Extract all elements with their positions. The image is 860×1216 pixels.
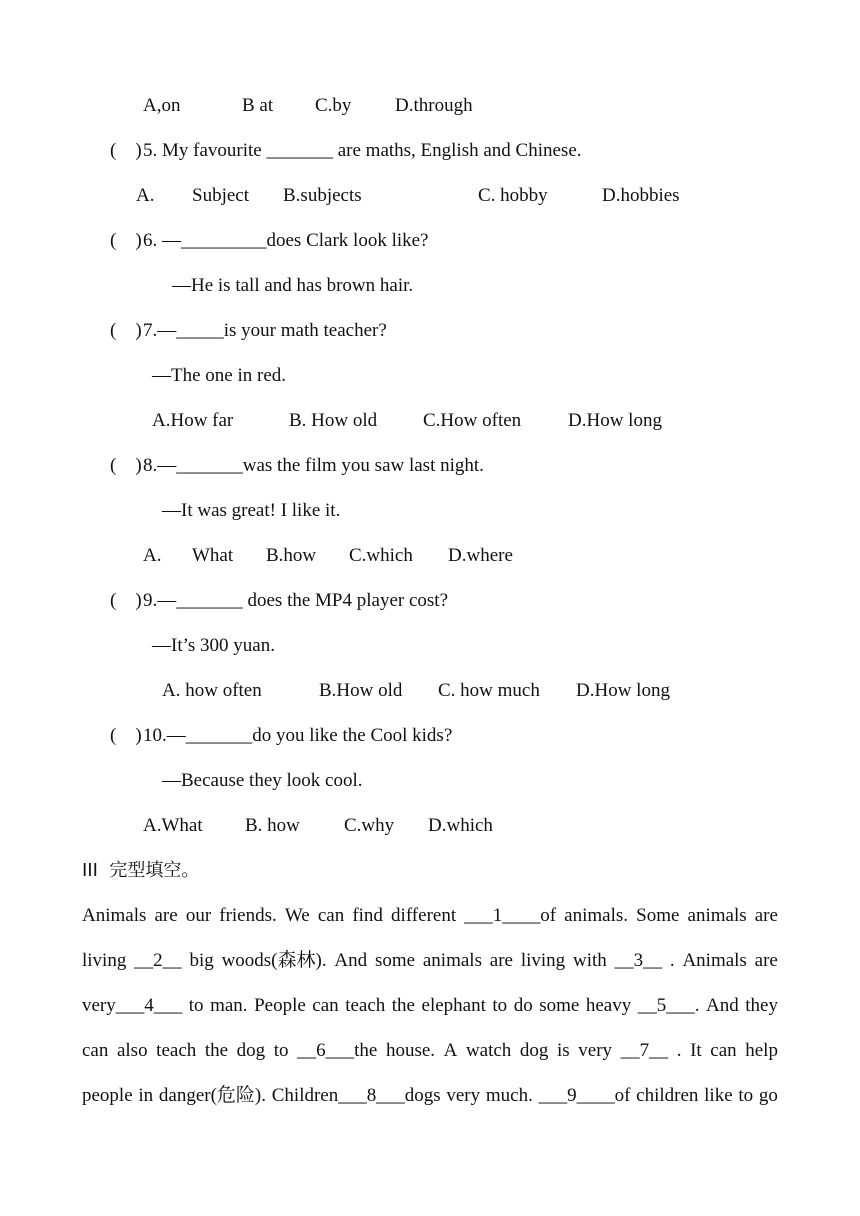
q10-option-a: A.What [143, 815, 203, 836]
q7-option-a: A.How far [152, 410, 234, 431]
passage-word: A [443, 1040, 458, 1061]
q10-question: 10.—_______do you like the Cool kids? [143, 725, 453, 746]
q9-reply: —It’s 300 yuan. [152, 635, 275, 656]
q8-reply: —It was great! I like it. [162, 500, 341, 521]
q8-answer-blank[interactable]: ( ) [110, 455, 142, 476]
passage-word: are [489, 950, 513, 971]
passage-word: some [374, 950, 416, 971]
q9-option-c: C. how much [438, 680, 540, 701]
passage-word: teach [156, 1040, 197, 1061]
q7-reply: —The one in red. [152, 365, 287, 386]
passage-word: find [352, 905, 383, 926]
passage-word: We [284, 905, 310, 926]
passage-word: living [82, 950, 127, 971]
q9-answer-blank[interactable]: ( ) [110, 590, 142, 611]
q8-option-a: A. [143, 545, 162, 566]
passage-word: go [758, 1085, 778, 1106]
q4-option-d: D.through [395, 95, 473, 116]
passage-word: And [334, 950, 368, 971]
passage-word: are [754, 905, 778, 926]
passage-word[interactable]: __3__ [614, 950, 663, 971]
q5-option-c: C. hobby [478, 185, 548, 206]
passage-word: our [185, 905, 212, 926]
passage-word[interactable]: __5___. [637, 995, 700, 1016]
passage-word: can [710, 1040, 737, 1061]
passage-word: to [273, 1040, 289, 1061]
passage-line-1 [82, 904, 778, 928]
q5-option-b: B.subjects [283, 185, 362, 206]
q9-question: 9.—_______ does the MP4 player cost? [143, 590, 449, 611]
passage-word: much. [485, 1085, 533, 1106]
q7-answer-blank[interactable]: ( ) [110, 320, 142, 341]
passage-word: the [204, 1040, 229, 1061]
passage-word: dog [519, 1040, 549, 1061]
q10-option-c: C.why [344, 815, 395, 836]
passage-word: like [704, 1085, 733, 1106]
passage-word[interactable]: Children___8___dogs [271, 1085, 441, 1106]
passage-line-2 [82, 949, 778, 973]
q5-option-a-text: Subject [192, 185, 249, 206]
passage-word: big [189, 950, 214, 971]
passage-word: also [116, 1040, 148, 1061]
passage-word: different [391, 905, 457, 926]
passage-word: heavy [585, 995, 632, 1016]
passage-word: some [539, 995, 580, 1016]
passage-word: help [745, 1040, 778, 1061]
q5-question: 5. My favourite _______ are maths, English and Chinese. [143, 140, 582, 161]
passage-word: is [557, 1040, 570, 1061]
q7-option-b: B. How old [289, 410, 378, 431]
q5-option-a: A. [136, 185, 155, 206]
passage-word: Animals [82, 905, 147, 926]
passage-word: friends. [219, 905, 277, 926]
q7-option-c: C.How often [423, 410, 522, 431]
passage-word: house. [385, 1040, 436, 1061]
passage-word[interactable]: ___9____of [538, 1085, 631, 1106]
passage-word: watch [465, 1040, 512, 1061]
q8-option-a-text: What [192, 545, 234, 566]
passage-word: children [636, 1085, 699, 1106]
passage-word: And [705, 995, 739, 1016]
passage-word: do [513, 995, 533, 1016]
passage-word[interactable]: __2__ [134, 950, 182, 971]
q5-option-d: D.hobbies [602, 185, 680, 206]
q5-answer-blank[interactable]: ( ) [110, 140, 142, 161]
passage-line-4 [82, 1039, 778, 1063]
passage-word: can [317, 905, 345, 926]
passage-word: can [312, 995, 339, 1016]
q7-question: 7.—_____is your math teacher? [143, 320, 387, 341]
passage-word: very [446, 1085, 481, 1106]
q4-option-a: A,on [143, 95, 181, 116]
q4-option-b: B at [242, 95, 274, 116]
passage-word: are [754, 950, 778, 971]
passage-word[interactable]: ___1____of [464, 905, 557, 926]
passage-word: can [82, 1040, 109, 1061]
passage-line-3 [82, 994, 778, 1018]
passage-word: are [154, 905, 178, 926]
passage-word: It [690, 1040, 702, 1061]
passage-word: very [578, 1040, 613, 1061]
passage-word: they [745, 995, 778, 1016]
q6-reply: —He is tall and has brown hair. [172, 275, 414, 296]
passage-word: Some [636, 905, 680, 926]
q10-option-d: D.which [428, 815, 493, 836]
q8-option-d: D.where [448, 545, 513, 566]
passage-word: people [82, 1085, 133, 1106]
q6-answer-blank[interactable]: ( ) [110, 230, 142, 251]
q6-question: 6. —_________does Clark look like? [143, 230, 429, 251]
passage-word[interactable]: __6___the [297, 1040, 378, 1061]
q7-option-d: D.How long [568, 410, 662, 431]
passage-word: to [738, 1085, 754, 1106]
q10-answer-blank[interactable]: ( ) [110, 725, 142, 746]
q9-option-a: A. how often [162, 680, 262, 701]
passage-word: man. [210, 995, 248, 1016]
passage-word: . [669, 950, 675, 971]
q4-option-c: C.by [315, 95, 352, 116]
passage-word: animals. [564, 905, 629, 926]
passage-word: dog [236, 1040, 266, 1061]
passage-word: animals [687, 905, 747, 926]
q8-option-b: B.how [266, 545, 317, 566]
q8-option-c: C.which [349, 545, 413, 566]
passage-word: the [391, 995, 415, 1016]
passage-word: danger(危险). [158, 1085, 267, 1106]
q10-reply: —Because they look cool. [162, 770, 363, 791]
passage-line-5 [82, 1084, 778, 1108]
passage-word: woods(森林). [221, 950, 327, 971]
passage-word: People [254, 995, 306, 1016]
passage-word: in [138, 1085, 154, 1106]
q9-option-b: B.How old [319, 680, 403, 701]
passage-word: with [572, 950, 607, 971]
section-heading: III 完型填空。 [82, 860, 200, 881]
q8-question: 8.—_______was the film you saw last night. [143, 455, 484, 476]
passage-word: Animals [682, 950, 747, 971]
passage-word: . [676, 1040, 682, 1061]
passage-word: to [188, 995, 204, 1016]
passage-word: animals [422, 950, 482, 971]
q10-option-b: B. how [245, 815, 300, 836]
passage-word[interactable]: __7__ [620, 1040, 669, 1061]
passage-word: to [492, 995, 508, 1016]
passage-word: elephant [421, 995, 486, 1016]
q9-option-d: D.How long [576, 680, 670, 701]
passage-word: living [520, 950, 566, 971]
passage-word[interactable]: very___4___ [82, 995, 183, 1016]
passage-word: teach [345, 995, 386, 1016]
